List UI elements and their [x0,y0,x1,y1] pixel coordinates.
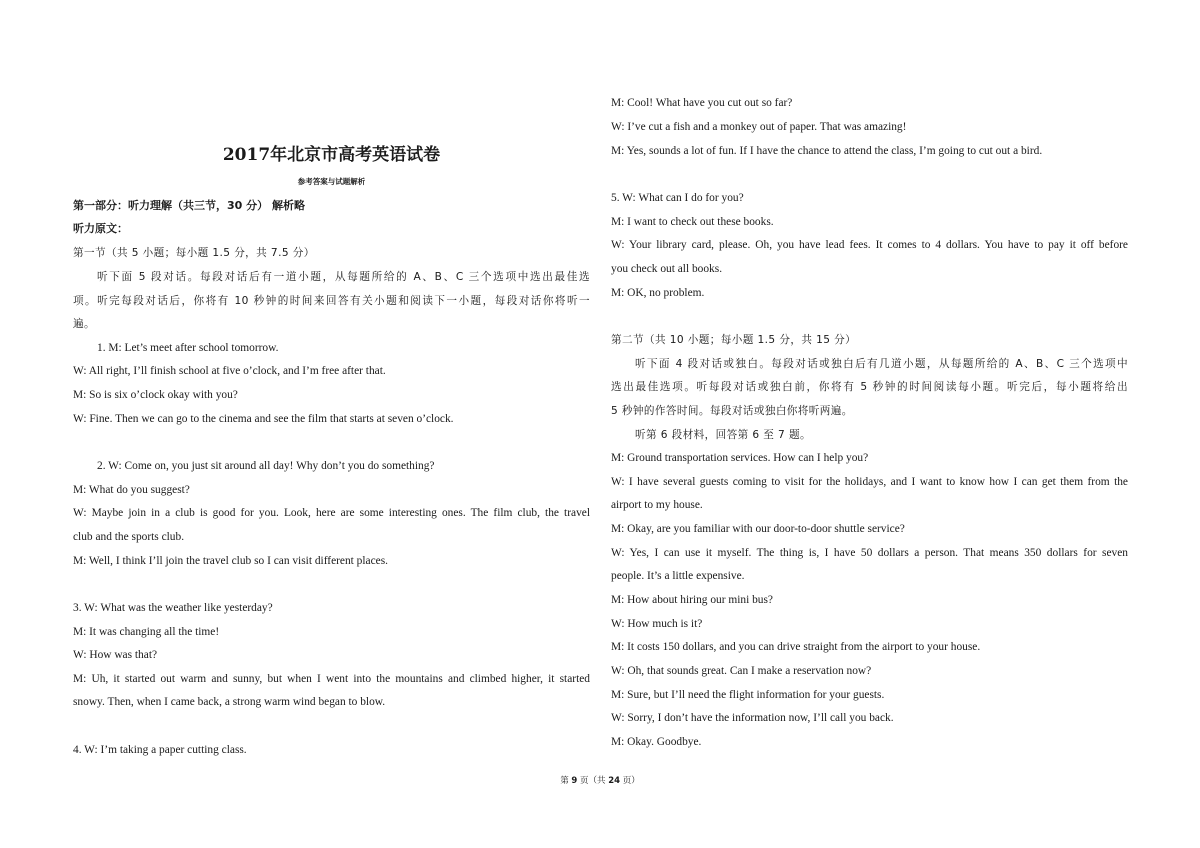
dialogue-line: W: I’ve cut a fish and a monkey out of paper. That was amazing! [611,121,907,133]
page-total: 24 [608,776,621,786]
section2-instruction: 听下面 4 段对话或独白。每段对话或独白后有几道小题，从每题所给的 A、B、C 三个选项中 [635,358,1128,370]
page-number: 9 [571,776,578,786]
dialogue-line: M: Sure, but I’ll need the flight information for your guests. [611,689,885,701]
part-heading: 第一部分：听力理解（共三节，30 分） 解析略 [73,199,305,212]
dialogue-line: M: Okay. Goodbye. [611,736,702,748]
dialogue-line: W: Your library card, please. Oh, you have lead fees. It comes to 4 dollars. You have to pay it off before [611,239,1128,251]
section2-instruction: 选出最佳选项。听每段对话或独白前，你将有 5 秒钟的时间阅读每小题。听完后，每小题将给出 [611,381,1128,393]
page-footer [0,775,1200,787]
dialogue-line: W: Fine. Then we can go to the cinema and see the film that starts at seven o’clock. [73,413,454,425]
dialogue-line: snowy. Then, when I came back, a strong warm wind began to blow. [73,696,386,708]
dialogue-line: M: Well, I think I’ll join the travel club so I can visit different places. [73,555,388,567]
section1-instruction: 遍。 [73,318,95,330]
dialogue-line: 1. M: Let’s meet after school tomorrow. [97,342,279,354]
dialogue-line: M: Yes, sounds a lot of fun. If I have the chance to attend the class, I’m going to cut out a bird. [611,145,1043,157]
dialogue-line: M: OK, no problem. [611,287,705,299]
dialogue-line: M: How about hiring our mini bus? [611,594,773,606]
dialogue-line: W: All right, I’ll finish school at five o’clock, and I’m free after that. [73,365,386,377]
document-subtitle: 参考答案与试题解析 [297,177,366,186]
section1-instruction: 项。听完每段对话后，你将有 10 秒钟的时间来回答有关小题和阅读下一小题，每段对话你将听一 [73,295,590,307]
dialogue-line: W: Maybe join in a club is good for you. Look, here are some interesting ones. The film club, the travel [73,507,590,519]
footer-prefix: 第 [560,776,569,786]
section1-heading: 第一节（共 5 小题；每小题 1.5 分，共 7.5 分） [73,247,315,259]
dialogue-line: M: It was changing all the time! [73,626,220,638]
footer-suffix: 页） [622,776,640,786]
dialogue-line: M: It costs 150 dollars, and you can drive straight from the airport to your house. [611,641,981,653]
dialogue-line: 3. W: What was the weather like yesterday? [73,602,273,614]
dialogue-line: M: I want to check out these books. [611,216,774,228]
section1-instruction: 听下面 5 段对话。每段对话后有一道小题，从每题所给的 A、B、C 三个选项中选出最佳选 [97,271,590,283]
document-title: 2017年北京市高考英语试卷 [222,145,441,165]
dialogue-line: M: Ground transportation services. How can I help you? [611,452,869,464]
dialogue-line: M: Okay, are you familiar with our door-to-door shuttle service? [611,523,905,535]
dialogue-line: W: Yes, I can use it myself. The thing is, I have 50 dollars a person. That means 350 dollars for seven [611,547,1128,559]
section2-instruction: 5 秒钟的作答时间。每段对话或独白你将听两遍。 [611,405,853,417]
dialogue-line: M: Uh, it started out warm and sunny, but when I went into the mountains and climbed higher, it started [73,673,590,685]
dialogue-line: W: Sorry, I don’t have the information now, I’ll call you back. [611,712,894,724]
dialogue-line: W: How much is it? [611,618,703,630]
dialogue-line: M: Cool! What have you cut out so far? [611,97,793,109]
dialogue-line: club and the sports club. [73,531,185,543]
dialogue-line: 4. W: I’m taking a paper cutting class. [73,744,247,756]
section2-heading: 第二节（共 10 小题；每小题 1.5 分，共 15 分） [611,334,857,346]
dialogue-line: 2. W: Come on, you just sit around all day! Why don’t you do something? [97,460,435,472]
original-heading: 听力原文： [73,222,128,235]
dialogue-line: 5. W: What can I do for you? [611,192,744,204]
dialogue-line: W: I have several guests coming to visit for the holidays, and I want to know how I can get them from the [611,476,1128,488]
dialogue-line: W: How was that? [73,649,158,661]
dialogue-line: M: What do you suggest? [73,484,190,496]
footer-middle: 页（共 [580,776,606,786]
dialogue-line: M: So is six o’clock okay with you? [73,389,238,401]
dialogue-line: airport to my house. [611,499,703,511]
dialogue-line: you check out all books. [611,263,723,275]
material-intro: 听第 6 段材料，回答第 6 至 7 题。 [635,429,811,441]
dialogue-line: W: Oh, that sounds great. Can I make a reservation now? [611,665,872,677]
dialogue-line: people. It’s a little expensive. [611,570,745,582]
